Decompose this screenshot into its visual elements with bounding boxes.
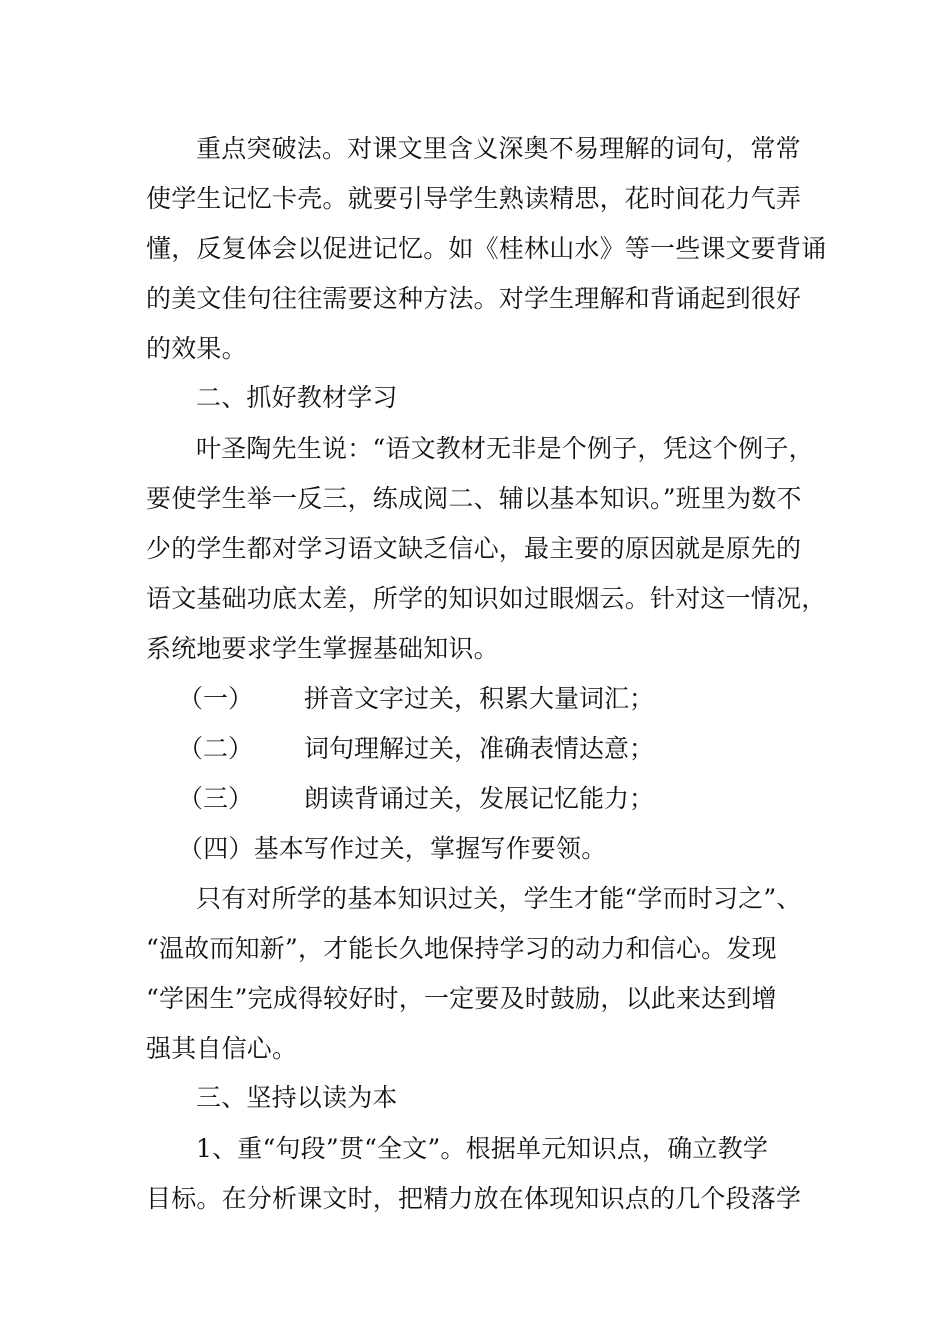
section-heading: 二、抓好教材学习 [196, 383, 398, 412]
paragraph-line: 语文基础功底太差，所学的知识如过眼烟云。针对这一情况， [146, 584, 827, 613]
paragraph-line: 叶圣陶先生说：“语文教材无非是个例子，凭这个例子， [196, 434, 814, 463]
paragraph-line: 使学生记忆卡壳。就要引导学生熟读精思，花时间花力气弄 [146, 184, 802, 213]
paragraph-line: 系统地要求学生掌握基础知识。 [146, 634, 499, 663]
list-item-number: （二） [178, 734, 254, 763]
paragraph-line: 强其自信心。 [146, 1034, 298, 1063]
list-item-number: （一） [178, 684, 254, 713]
list-item-number: （三） [178, 784, 254, 813]
paragraph-line: 的效果。 [146, 334, 247, 363]
list-item-text: 拼音文字过关，积累大量词汇； [304, 684, 655, 713]
paragraph-line: 目标。在分析课文时，把精力放在体现知识点的几个段落学 [146, 1184, 802, 1213]
paragraph-line: 只有对所学的基本知识过关，学生才能“学而时习之”、 [196, 884, 802, 913]
list-item-text: 词句理解过关，准确表情达意； [304, 734, 655, 763]
paragraph-line: 重点突破法。对课文里含义深奥不易理解的词句，常常 [196, 134, 801, 163]
section-heading: 三、坚持以读为本 [196, 1083, 398, 1112]
paragraph-line: 少的学生都对学习语文缺乏信心，最主要的原因就是原先的 [146, 534, 802, 563]
paragraph-line: 的美文佳句往往需要这种方法。对学生理解和背诵起到很好 [146, 284, 802, 313]
paragraph-line: “温故而知新”，才能长久地保持学习的动力和信心。发现 [146, 934, 777, 963]
paragraph-line: 要使学生举一反三，练成阅二、辅以基本知识。”班里为数不 [146, 484, 802, 513]
paragraph-line: “学困生”完成得较好时，一定要及时鼓励，以此来达到增 [146, 984, 777, 1013]
list-item-text: 朗读背诵过关，发展记忆能力； [304, 784, 655, 813]
paragraph-line: 懂，反复体会以促进记忆。如《桂林山水》等一些课文要背诵 [146, 234, 827, 263]
list-item: （四）基本写作过关，掌握写作要领。 [178, 834, 607, 863]
paragraph-line: 1、重“句段”贯“全文”。根据单元知识点，确立教学 [196, 1134, 769, 1163]
